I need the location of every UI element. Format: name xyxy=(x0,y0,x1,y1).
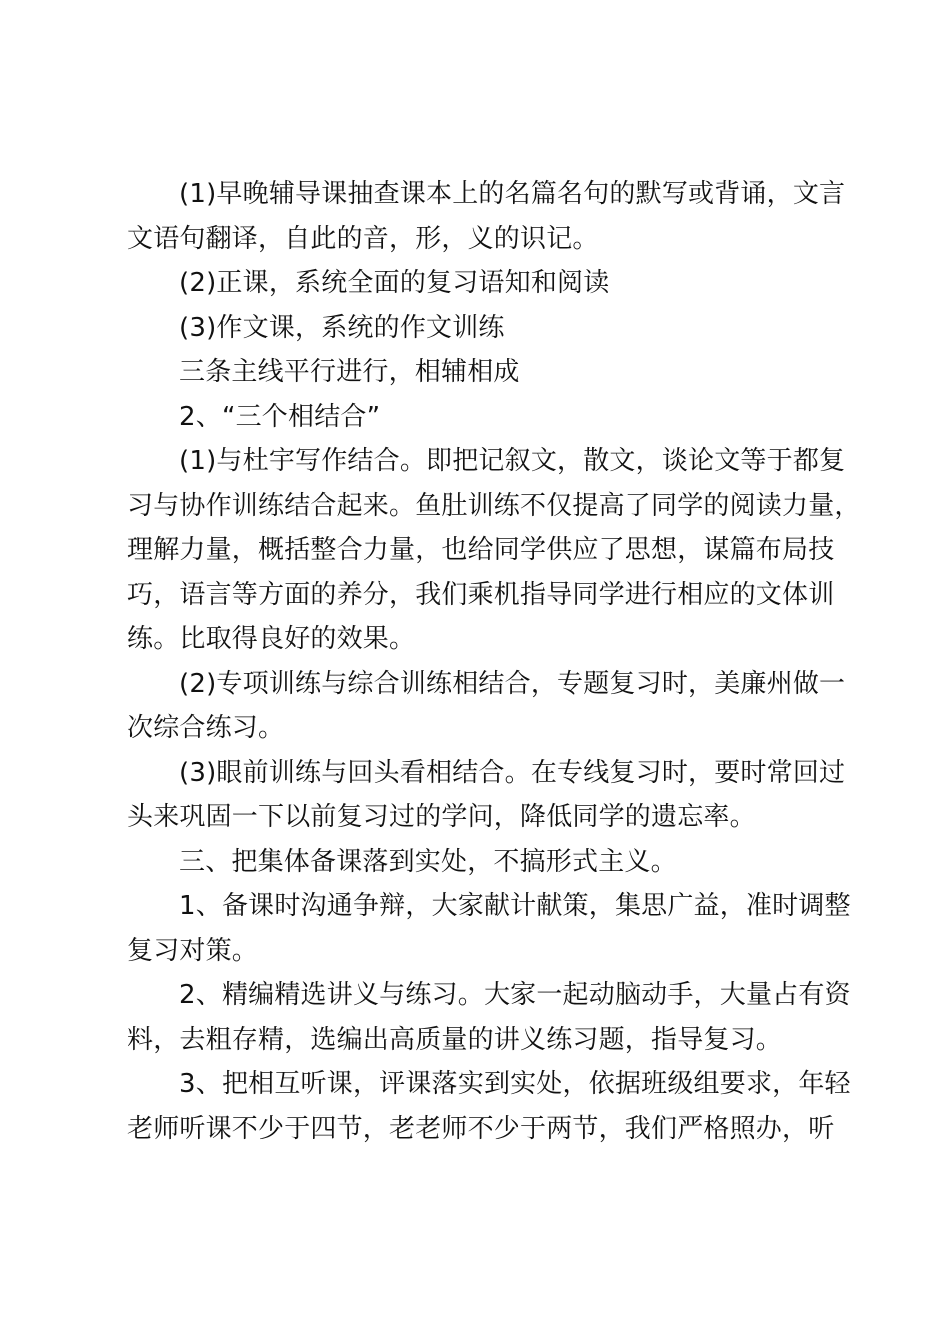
paragraph-early-late-tutoring: (1)早晚辅导课抽查课本上的名篇名句的默写或背诵，文言文语句翻译，自此的音，形，义的识记。 xyxy=(127,179,846,254)
paragraph-lesson-prep-discussion: 1、备课时沟通争辩，大家献计献策，集思广益，准时调整复习对策。 xyxy=(127,891,851,966)
paragraph-review-combination: (3)眼前训练与回头看相结合。在专线复习时，要时常回过头来巩固一下以前复习过的学问，降低同学的遗忘率。 xyxy=(127,757,846,832)
heading-collective-lesson-prep: 三、把集体备课落到实处，不搞形式主义。 xyxy=(179,846,677,877)
paragraph-regular-class: (2)正课，系统全面的复习语知和阅读 xyxy=(179,268,610,298)
paragraph-class-observation: 3、把相互听课，评课落实到实处，依据班级组要求，年轻老师听课不少于四节，老老师不少于两节，我们严格照办，听 xyxy=(127,1069,851,1144)
paragraph-writing-combination: (1)与杜宇写作结合。即把记叙文，散文，谈论文等于都复习与协作训练结合起来。鱼肚训练不仅提高了同学的阅读力量，理解力量，概括整合力量，也给同学供应了思想，谋篇布局技巧，语言等方面的养分，我们乘机指导同学进行相应的文体训练。比取得良好的效果。 xyxy=(127,446,861,654)
paragraph-composition-class: (3)作文课，系统的作文训练 xyxy=(179,312,505,343)
paragraph-special-training: (2)专项训练与综合训练相结合，专题复习时，美廉州做一次综合练习。 xyxy=(127,668,846,743)
paragraph-three-main-lines: 三条主线平行进行，相辅相成 xyxy=(179,357,520,387)
paragraph-handouts-exercises: 2、精编精选讲义与练习。大家一起动脑动手，大量占有资料，去粗存精，选编出高质量的讲义练习题，指导复习。 xyxy=(127,980,851,1055)
heading-three-combinations: 2、“三个相结合” xyxy=(179,401,381,432)
document-body xyxy=(127,172,867,1151)
